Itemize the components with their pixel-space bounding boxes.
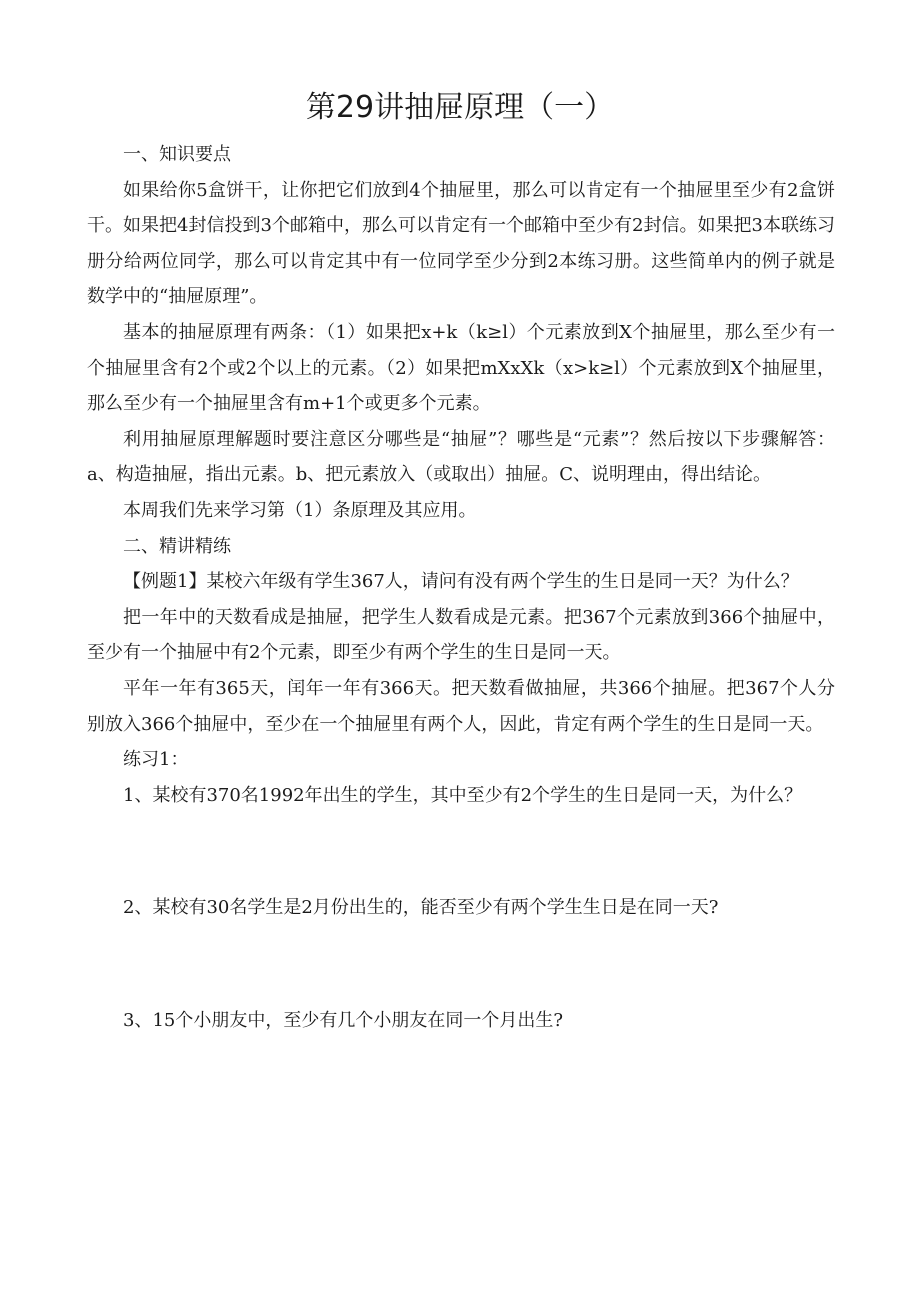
paragraph-method: 利用抽屉原理解题时要注意区分哪些是“抽屉”？哪些是“元素”？然后按以下步骤解答：a、构造抽屉，指出元素。b、把元素放入（或取出）抽屉。C、说明理由，得出结论。 bbox=[87, 428, 835, 486]
practice-heading: 练习1： bbox=[123, 749, 189, 771]
example-1-answer-2: 平年一年有365天，闰年一年有366天。把天数看做抽屉，共366个抽屉。把367个人分别放入366个抽屉中，至少在一个抽屉里有两个人，因此，肯定有两个学生的生日是同一天。 bbox=[87, 677, 835, 735]
paragraph-principles: 基本的抽屉原理有两条：（1）如果把x+k（k≥l）个元素放到X个抽屉里，那么至少有一个抽屉里含有2个或2个以上的元素。（2）如果把mXxXk（x>k≥l）个元素放到X个抽屉里，那么至少有一个抽屉里含有m+1个或更多个元素。 bbox=[87, 321, 835, 415]
practice-question-2: 2、某校有30名学生是2月份出生的，能否至少有两个学生生日是在同一天? bbox=[123, 897, 719, 919]
document-body bbox=[87, 137, 835, 1038]
paragraph-intro: 如果给你5盒饼干，让你把它们放到4个抽屉里，那么可以肯定有一个抽屉里至少有2盒饼干。如果把4封信投到3个邮箱中，那么可以肯定有一个邮箱中至少有2封信。如果把3本联练习册分给两位同学，那么可以肯定其中有一位同学至少分到2本练习册。这些简单内的例子就是数学中的“抽屉原理”。 bbox=[87, 179, 835, 308]
example-1-question: 【例题1】某校六年级有学生367人，请问有没有两个学生的生日是同一天？为什么？ bbox=[123, 571, 799, 593]
answer-space-2 bbox=[87, 926, 835, 1003]
section-heading-practice: 二、精讲精练 bbox=[123, 535, 231, 557]
practice-question-1: 1、某校有370名1992年出生的学生，其中至少有2个学生的生日是同一天，为什么？ bbox=[123, 784, 803, 806]
answer-space-1 bbox=[87, 813, 835, 890]
page-title: 第29讲抽屉原理（一） bbox=[305, 90, 615, 125]
paragraph-week-plan: 本周我们先来学习第（1）条原理及其应用。 bbox=[123, 499, 477, 521]
example-1-answer-1: 把一年中的天数看成是抽屉，把学生人数看成是元素。把367个元素放到366个抽屉中，至少有一个抽屉中有2个元素，即至少有两个学生的生日是同一天。 bbox=[87, 606, 835, 664]
section-heading-knowledge: 一、知识要点 bbox=[123, 144, 231, 165]
practice-question-3: 3、15个小朋友中，至少有几个小朋友在同一个月出生? bbox=[123, 1009, 564, 1031]
